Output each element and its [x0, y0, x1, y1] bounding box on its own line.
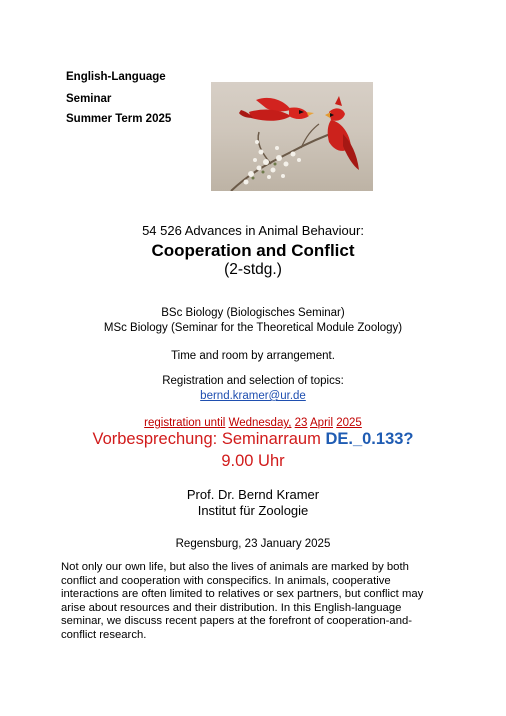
- header-language: English-Language: [66, 71, 166, 83]
- reg-day: 23: [294, 417, 308, 429]
- header-term: Summer Term 2025: [66, 113, 172, 125]
- course-hours: (2-stdg.): [224, 261, 282, 278]
- reg-weekday: Wednesday,: [228, 417, 292, 429]
- meeting-time: 9.00 Uhr: [221, 452, 285, 470]
- registration-label: Registration and selection of topics:: [162, 375, 344, 387]
- course-title: Cooperation and Conflict: [151, 241, 355, 260]
- description-paragraph: Not only our own life, but also the lives of animals are marked by both conflict and cooperation with conspecifics. In animals, cooperative interactions are often limited to relatives or sex partners, but conflict may arise about resources and their distribution. In this English-language seminar, we discuss recent papers at the forefront of cooperation-and-conflict research.: [61, 561, 424, 641]
- arrangement-note: Time and room by arrangement.: [171, 350, 335, 362]
- registration-deadline: [0, 417, 506, 429]
- meeting-line: [0, 430, 506, 449]
- registration-email-row: [0, 390, 506, 402]
- meeting-room: DE._0.133?: [325, 430, 414, 448]
- instructor-name: Prof. Dr. Bernd Kramer: [186, 487, 320, 502]
- reg-until: registration until: [144, 417, 226, 429]
- program-msc: MSc Biology (Seminar for the Theoretical Module Zoology): [103, 322, 403, 334]
- reg-month: April: [310, 417, 334, 429]
- place-date: Regensburg, 23 January 2025: [175, 538, 331, 550]
- course-number: 54 526 Advances in Animal Behaviour:: [142, 223, 364, 238]
- registration-email-link[interactable]: bernd.kramer@ur.de: [200, 390, 306, 402]
- instructor-institute: Institut für Zoologie: [197, 503, 309, 518]
- program-bsc: BSc Biology (Biologisches Seminar): [161, 307, 345, 319]
- meeting-label: Vorbesprechung: Seminarraum: [92, 430, 321, 448]
- cardinal-birds-photo: [211, 82, 373, 191]
- header-seminar: Seminar: [66, 93, 112, 105]
- reg-year: 2025: [336, 417, 362, 429]
